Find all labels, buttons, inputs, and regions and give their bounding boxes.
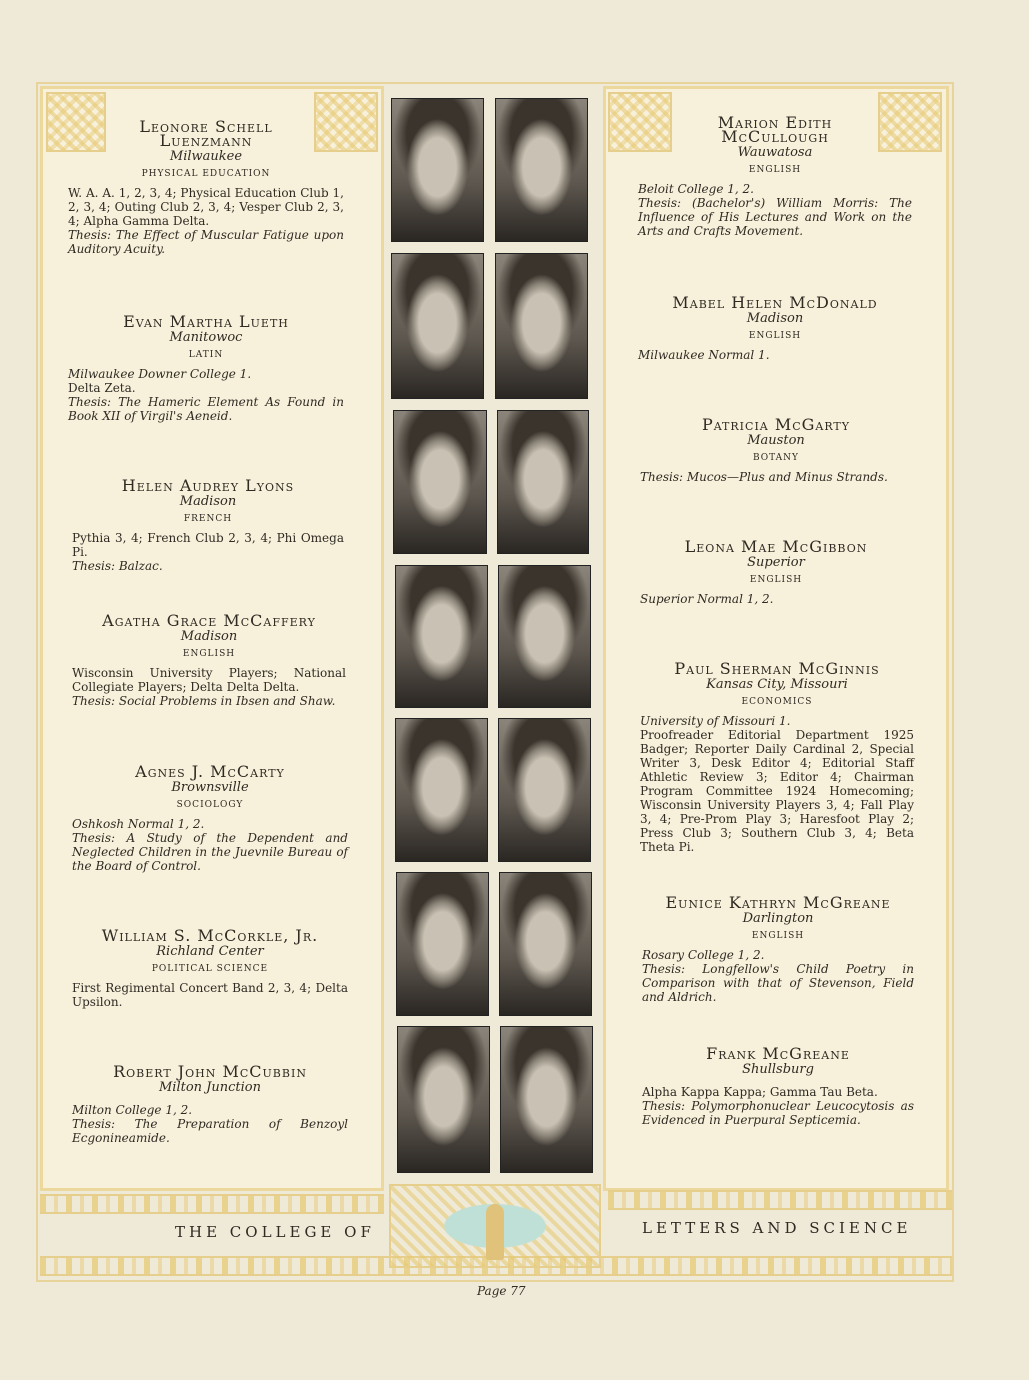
department: BOTANY: [753, 453, 799, 463]
hometown: Darlington: [742, 911, 814, 926]
hometown: Manitowoc: [169, 330, 243, 345]
entry-right-2: [640, 415, 912, 484]
activities: First Regimental Concert Band 2, 3, 4; Delta Upsilon.: [72, 981, 348, 1009]
page-number: Page 77: [477, 1284, 526, 1298]
hometown: Brownsville: [171, 780, 249, 795]
person-name: Patricia McGarty: [701, 415, 851, 434]
hometown: Madison: [746, 311, 804, 326]
person-name: Evan Martha Lueth: [123, 312, 289, 331]
entry-left-6: [72, 1062, 348, 1145]
activities: Alpha Kappa Kappa; Gamma Tau Beta.: [642, 1085, 878, 1099]
person-name: Leona Mae McGibbon: [684, 537, 868, 556]
person-name: William S. McCorkle, Jr.: [101, 926, 319, 945]
entry-right-0: [638, 113, 912, 238]
thesis: Thesis: (Bachelor's) William Morris: The Influence of His Lectures and Work on the Arts and Crafts Movement.: [638, 196, 912, 238]
thesis: Thesis: Longfellow's Child Poetry in Comparison with that of Stevenson, Field and Aldrich.: [642, 962, 914, 1004]
department: ENGLISH: [748, 165, 802, 175]
ornament-band-left-top: [40, 1194, 384, 1214]
portrait-photo: [499, 872, 592, 1016]
portrait-photo: [396, 872, 489, 1016]
person-name: Eunice Kathryn McGreane: [665, 893, 891, 912]
footer-right-title: LETTERS AND SCIENCE: [642, 1219, 912, 1237]
entry-right-4: [640, 659, 914, 854]
department: LATIN: [188, 350, 224, 360]
activities: Delta Zeta.: [68, 381, 136, 395]
hometown: Madison: [179, 494, 237, 509]
hometown: Kansas City, Missouri: [706, 677, 848, 692]
thesis: Thesis: The Hameric Element As Found in Book XII of Virgil's Aeneid.: [68, 395, 344, 423]
hometown: Milwaukee: [169, 149, 243, 164]
department: SOCIOLOGY: [176, 800, 244, 810]
ornament-band-right-top: [608, 1190, 952, 1210]
entry-right-3: [640, 537, 912, 606]
person-name: Leonore Schell Luenzmann: [139, 117, 273, 150]
portrait-photo: [391, 253, 484, 399]
department: ENGLISH: [748, 331, 802, 341]
prior-college: Rosary College 1, 2.: [642, 948, 765, 962]
entry-left-4: [72, 762, 348, 873]
thesis: Thesis: Polymorphonuclear Leucocytosis as Evidenced in Puerpural Septicemia.: [642, 1099, 914, 1127]
hometown: Mauston: [747, 433, 805, 448]
person-name: Agatha Grace McCaffery: [102, 611, 316, 630]
statue-figure: [486, 1204, 504, 1260]
entry-left-3: [72, 611, 346, 708]
department: ENGLISH: [751, 931, 805, 941]
statue-medallion: [389, 1184, 601, 1268]
hometown: Shullsburg: [742, 1062, 814, 1077]
person-name: Frank McGreane: [706, 1044, 850, 1063]
thesis: Thesis: Social Problems in Ibsen and Shaw.: [72, 694, 336, 708]
footer-left-title: THE COLLEGE OF: [175, 1223, 375, 1241]
prior-college: University of Missouri 1.: [640, 714, 791, 728]
portrait-photo: [500, 1026, 593, 1173]
activities: W. A. A. 1, 2, 3, 4; Physical Education Club 1, 2, 3, 4; Outing Club 2, 3, 4; Vesper Club 2, 3, 4; Alpha Gamma Delta.: [68, 186, 344, 228]
activities: Proofreader Editorial Department 1925 Badger; Reporter Daily Cardinal 2, Special Writer 3, Desk Editor 4; Editorial Staff Athletic Review 3; Editor 4; Chairman Program Committee 1924 Homecoming; Wisconsin University Players 3, 4; Fall Play 3, 4; Pre-Prom Play 3; Haresfoot Play 2; Press Club 3; Southern Club 3, 4; Beta Theta Pi.: [640, 728, 914, 854]
portrait-photo: [498, 565, 591, 708]
person-name: Marion Edith McCullough: [717, 113, 833, 146]
department: ENGLISH: [749, 575, 803, 585]
portrait-photo: [391, 98, 484, 242]
person-name: Mabel Helen McDonald: [672, 293, 878, 312]
department: PHYSICAL EDUCATION: [141, 169, 271, 179]
portrait-photo: [395, 565, 488, 708]
hometown: Superior: [747, 555, 805, 570]
department: FRENCH: [183, 514, 233, 524]
hometown: Richland Center: [156, 944, 264, 959]
portrait-photo: [397, 1026, 490, 1173]
thesis: Thesis: Balzac.: [72, 559, 163, 573]
department: POLITICAL SCIENCE: [151, 964, 269, 974]
entry-left-1: [68, 312, 344, 423]
entry-left-2: [72, 476, 344, 573]
prior-college: Milwaukee Normal 1.: [638, 348, 770, 362]
entry-right-5: [642, 893, 914, 1004]
activities: Wisconsin University Players; National Collegiate Players; Delta Delta Delta.: [72, 666, 346, 694]
person-name: Robert John McCubbin: [113, 1062, 307, 1081]
prior-college: Milton College 1, 2.: [72, 1103, 193, 1117]
portrait-photo: [495, 98, 588, 242]
person-name: Helen Audrey Lyons: [121, 476, 295, 495]
portrait-photo: [393, 410, 487, 554]
prior-college: Superior Normal 1, 2.: [640, 592, 774, 606]
prior-college: Oshkosh Normal 1, 2.: [72, 817, 205, 831]
entry-right-6: [642, 1044, 914, 1127]
department: ECONOMICS: [741, 697, 813, 707]
portrait-photo: [495, 253, 588, 399]
thesis: Thesis: The Preparation of Benzoyl Ecgonineamide.: [72, 1117, 348, 1145]
thesis: Thesis: The Effect of Muscular Fatigue upon Auditory Acuity.: [68, 228, 344, 256]
person-name: Agnes J. McCarty: [135, 762, 285, 781]
portrait-photo: [498, 718, 591, 862]
activities: Pythia 3, 4; French Club 2, 3, 4; Phi Omega Pi.: [72, 531, 344, 559]
entry-left-5: [72, 926, 348, 1009]
portrait-photo: [395, 718, 488, 862]
department: ENGLISH: [182, 649, 236, 659]
entry-left-0: [68, 117, 344, 256]
hometown: Milton Junction: [158, 1080, 261, 1095]
person-name: Paul Sherman McGinnis: [674, 659, 880, 678]
prior-college: Beloit College 1, 2.: [638, 182, 754, 196]
prior-college: Milwaukee Downer College 1.: [68, 367, 252, 381]
thesis: Thesis: Mucos—Plus and Minus Strands.: [640, 470, 888, 484]
thesis: Thesis: A Study of the Dependent and Neglected Children in the Juevnile Bureau of the Board of Control.: [72, 831, 348, 873]
hometown: Wauwatosa: [737, 145, 813, 160]
right-panel: [603, 86, 949, 1191]
entry-right-1: [638, 293, 912, 362]
portrait-photo: [497, 410, 589, 554]
hometown: Madison: [180, 629, 238, 644]
